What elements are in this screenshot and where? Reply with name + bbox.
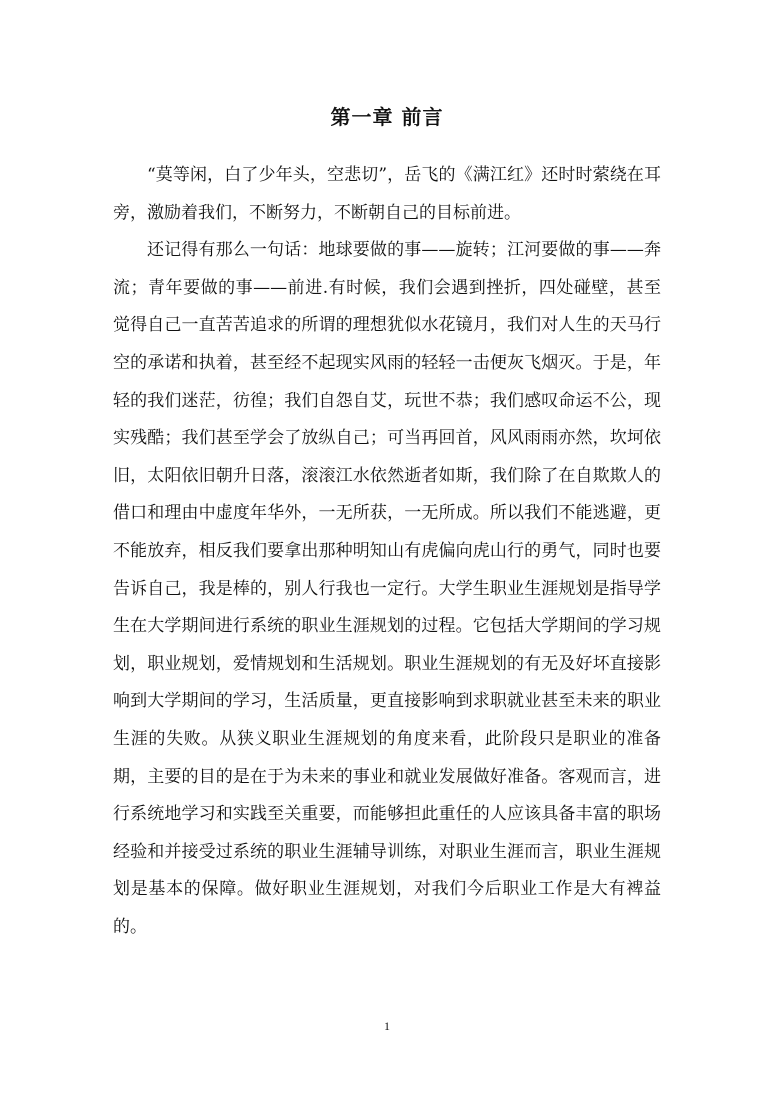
body-text bbox=[113, 157, 661, 946]
chapter-title: 第一章 前言 bbox=[330, 105, 444, 129]
paragraph-1: “莫等闲，白了少年头，空悲切”，岳飞的《满江红》还时时萦绕在耳旁，激励着我们，不断努力，不断朝自己的目标前进。 bbox=[113, 165, 661, 223]
paragraph-2: 还记得有那么一句话：地球要做的事——旋转；江河要做的事——奔流；青年要做的事——前进.有时候，我们会遇到挫折，四处碰壁，甚至觉得自己一直苦苦追求的所谓的理想犹似水花镜月，我们对人生的天马行空的承诺和执着，甚至经不起现实风雨的轻轻一击便灰飞烟灭。于是，年轻的我们迷茫，彷徨；我们自怨自艾，玩世不恭；我们感叹命运不公，现实残酷；我们甚至学会了放纵自己；可当再回首，风风雨雨亦然，坎坷依旧，太阳依旧朝升日落，滚滚江水依然逝者如斯，我们除了在自欺欺人的借口和理由中虚度年华外，一无所获，一无所成。所以我们不能逃避，更不能放弃，相反我们要拿出那种明知山有虎偏向虎山行的勇气，同时也要告诉自己，我是棒的，别人行我也一定行。大学生职业生涯规划是指导学生在大学期间进行系统的职业生涯规划的过程。它包括大学期间的学习规划，职业规划，爱情规划和生活规划。职业生涯规划的有无及好坏直接影响到大学期间的学习，生活质量，更直接影响到求职就业甚至未来的职业生涯的失败。从狭义职业生涯规划的角度来看，此阶段只是职业的准备期，主要的目的是在于为未来的事业和就业发展做好准备。客观而言，进行系统地学习和实践至关重要，而能够担此重任的人应该具备丰富的职场经验和并接受过系统的职业生涯辅导训练，对职业生涯而言，职业生涯规划是基本的保障。做好职业生涯规划，对我们今后职业工作是大有裨益的。 bbox=[113, 240, 661, 937]
page-number: 1 bbox=[384, 1019, 390, 1033]
